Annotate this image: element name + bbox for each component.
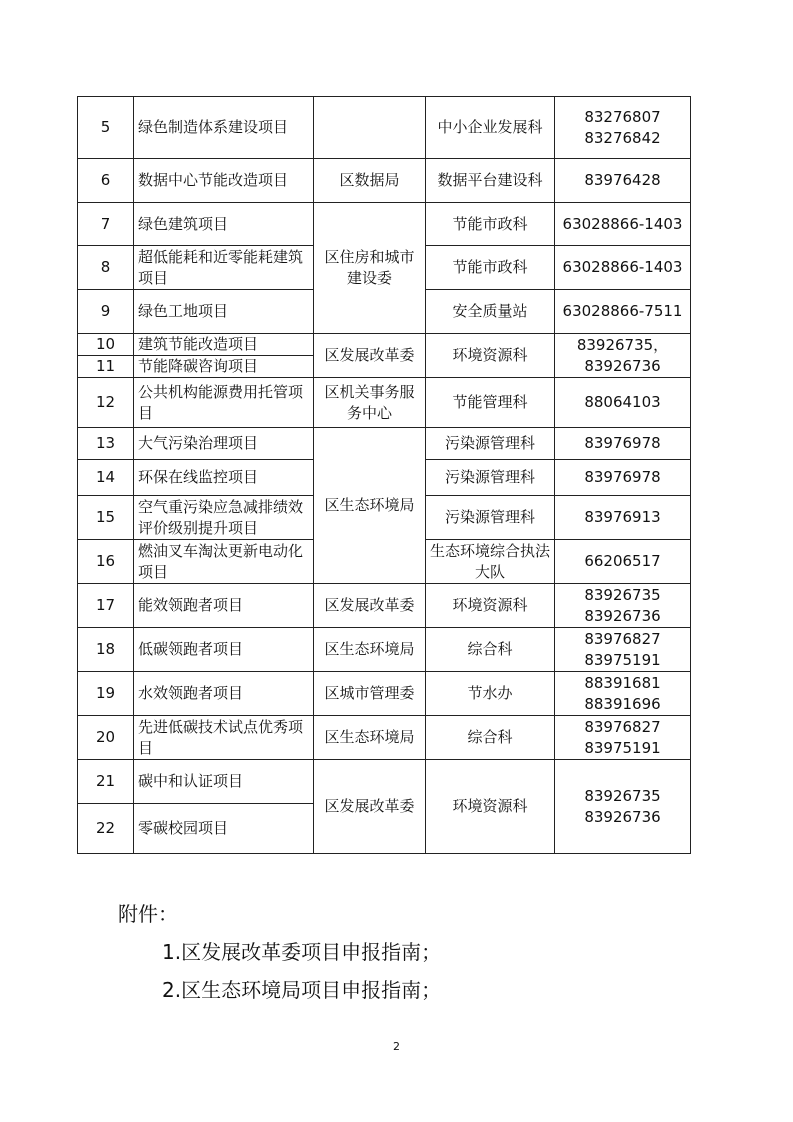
project-name: 低碳领跑者项目 [134,628,314,672]
office-cell: 节能市政科 [426,203,555,246]
office-cell: 节能管理科 [426,378,555,428]
project-name: 公共机构能源费用托管项目 [134,378,314,428]
project-name: 节能降碳咨询项目 [134,356,314,378]
row-number: 16 [78,540,134,584]
row-number: 22 [78,804,134,854]
project-name: 绿色工地项目 [134,290,314,334]
office-cell: 污染源管理科 [426,496,555,540]
table-row [78,672,691,716]
project-name: 水效领跑者项目 [134,672,314,716]
row-number: 15 [78,496,134,540]
project-name: 大气污染治理项目 [134,428,314,460]
department-cell: 区机关事务服务中心 [314,378,426,428]
department-cell: 区发展改革委 [314,334,426,378]
department-cell: 区发展改革委 [314,584,426,628]
phone-cell: 83926735 83926736 [555,760,691,854]
phone-cell: 83276807 83276842 [555,97,691,159]
table-row [78,203,691,246]
row-number: 8 [78,246,134,290]
office-cell: 节水办 [426,672,555,716]
row-number: 18 [78,628,134,672]
project-name: 建筑节能改造项目 [134,334,314,356]
row-number: 14 [78,460,134,496]
office-cell: 污染源管理科 [426,460,555,496]
row-number: 19 [78,672,134,716]
office-cell: 中小企业发展科 [426,97,555,159]
row-number: 6 [78,159,134,203]
project-name: 能效领跑者项目 [134,584,314,628]
department-cell: 区城市管理委 [314,672,426,716]
office-cell: 数据平台建设科 [426,159,555,203]
table-row [78,97,691,159]
table-row [78,159,691,203]
row-number: 9 [78,290,134,334]
phone-cell: 63028866-7511 [555,290,691,334]
office-cell: 环境资源科 [426,334,555,378]
row-number: 7 [78,203,134,246]
row-number: 21 [78,760,134,804]
project-name: 碳中和认证项目 [134,760,314,804]
phone-cell: 83926735 83926736 [555,584,691,628]
table-row [78,716,691,760]
row-number: 5 [78,97,134,159]
row-number: 17 [78,584,134,628]
table-row [78,378,691,428]
phone-cell: 88064103 [555,378,691,428]
phone-cell: 88391681 88391696 [555,672,691,716]
row-number: 10 [78,334,134,356]
office-cell: 综合科 [426,716,555,760]
table-row [78,628,691,672]
attachments-heading: 附件： [118,902,178,926]
row-number: 11 [78,356,134,378]
attachment-item: 1.区发展改革委项目申报指南； [162,940,442,964]
phone-cell: 83976428 [555,159,691,203]
project-name: 绿色建筑项目 [134,203,314,246]
office-cell: 环境资源科 [426,584,555,628]
department-cell: 区发展改革委 [314,760,426,854]
table-row [78,760,691,804]
phone-cell: 63028866-1403 [555,203,691,246]
phone-cell: 83976978 [555,460,691,496]
department-cell: 区住房和城市建设委 [314,203,426,334]
office-cell: 环境资源科 [426,760,555,854]
office-cell: 安全质量站 [426,290,555,334]
phone-cell: 83976827 83975191 [555,716,691,760]
project-name: 空气重污染应急减排绩效评价级别提升项目 [134,496,314,540]
phone-cell: 66206517 [555,540,691,584]
phone-cell: 83926735， 83926736 [555,334,691,378]
row-number: 20 [78,716,134,760]
row-number: 12 [78,378,134,428]
project-name: 燃油叉车淘汰更新电动化项目 [134,540,314,584]
department-cell: 区生态环境局 [314,716,426,760]
office-cell: 综合科 [426,628,555,672]
project-contact-table [77,96,691,854]
department-cell: 区数据局 [314,159,426,203]
project-name: 超低能耗和近零能耗建筑项目 [134,246,314,290]
phone-cell: 63028866-1403 [555,246,691,290]
phone-cell: 83976827 83975191 [555,628,691,672]
table-row [78,428,691,460]
table-row [78,334,691,356]
table-row [78,584,691,628]
page-number: 2 [393,1040,400,1053]
project-name: 环保在线监控项目 [134,460,314,496]
project-name: 零碳校园项目 [134,804,314,854]
office-cell: 污染源管理科 [426,428,555,460]
attachment-item: 2.区生态环境局项目申报指南； [162,978,442,1002]
department-cell: 区生态环境局 [314,628,426,672]
department-cell [314,97,426,159]
department-cell: 区生态环境局 [314,428,426,584]
office-cell: 节能市政科 [426,246,555,290]
phone-cell: 83976913 [555,496,691,540]
row-number: 13 [78,428,134,460]
project-name: 先进低碳技术试点优秀项目 [134,716,314,760]
phone-cell: 83976978 [555,428,691,460]
project-name: 绿色制造体系建设项目 [134,97,314,159]
office-cell: 生态环境综合执法大队 [426,540,555,584]
project-name: 数据中心节能改造项目 [134,159,314,203]
